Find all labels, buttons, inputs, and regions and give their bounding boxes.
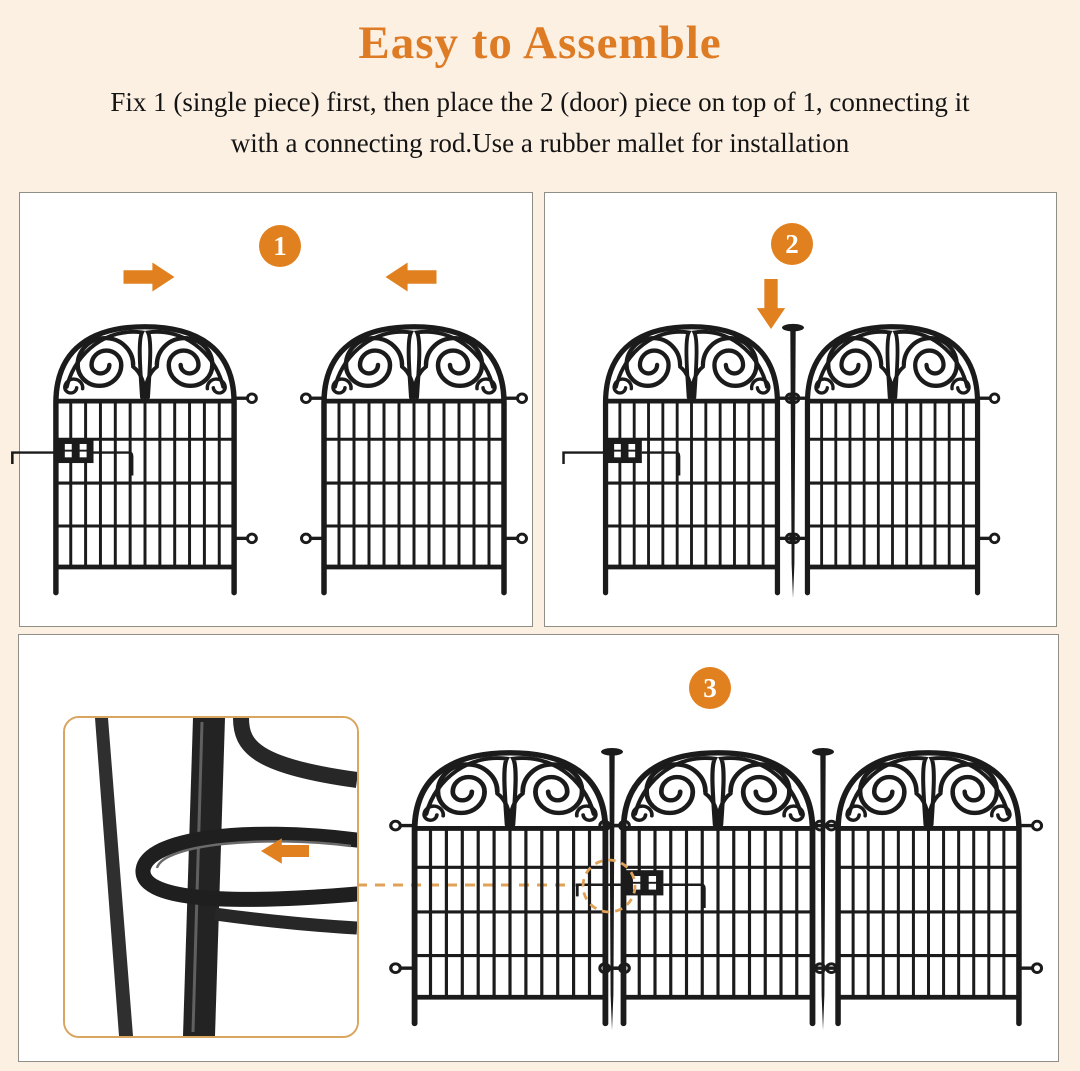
eyelet-icon xyxy=(978,394,999,403)
step-number: 1 xyxy=(273,230,287,261)
instructions-line-1: Fix 1 (single piece) first, then place the 2 (door) piece on top of 1, connecting it xyxy=(110,87,970,117)
eyelet-icon xyxy=(504,394,527,403)
eyelet-icon xyxy=(504,534,527,543)
eyelet-icon xyxy=(391,821,415,830)
closeup-inset xyxy=(63,716,359,1038)
step-2-panel xyxy=(544,192,1057,627)
eyelet-icon xyxy=(234,534,256,543)
eyelet-icon xyxy=(1019,821,1042,830)
fence-panel-door xyxy=(46,321,244,607)
step-number-badge xyxy=(771,223,813,265)
arrow-left-icon xyxy=(385,260,437,294)
eyelet-icon xyxy=(302,534,325,543)
eyelet-icon xyxy=(978,534,999,543)
step-1-panel xyxy=(19,192,533,627)
step-number: 2 xyxy=(785,228,799,259)
eyelet-icon xyxy=(302,394,325,403)
step-number: 3 xyxy=(703,672,717,703)
fence-panel-door xyxy=(613,747,823,1038)
callout-dashed-circle xyxy=(579,856,639,916)
step-3-panel xyxy=(18,634,1059,1062)
header xyxy=(0,0,1080,164)
instructions-line-2: with a connecting rod.Use a rubber mallet for installation xyxy=(230,128,850,158)
fence-panel-single xyxy=(798,321,987,607)
fence-panel-single xyxy=(828,747,1029,1038)
step-number-badge xyxy=(689,667,731,709)
fence-panel-single xyxy=(314,321,514,607)
fence-panel-door xyxy=(596,321,787,607)
eyelet-icon xyxy=(234,394,256,403)
arrow-right-icon xyxy=(123,260,175,294)
eyelet-icon xyxy=(391,964,415,973)
page-title: Easy to Assemble xyxy=(358,17,722,69)
eyelet-icon xyxy=(1019,964,1042,973)
step-number-badge xyxy=(259,225,301,267)
hook-around-rod-photo xyxy=(65,718,357,1036)
